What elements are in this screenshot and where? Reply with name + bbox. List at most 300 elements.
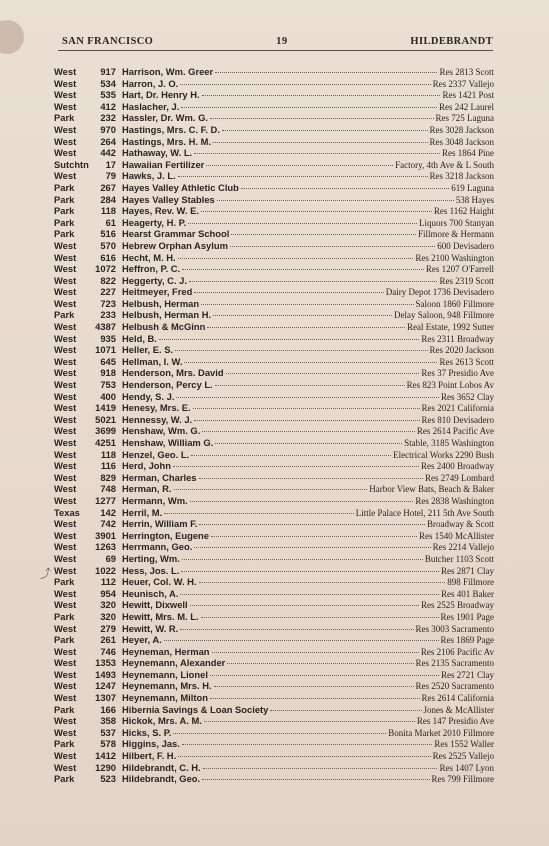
entry-address: Res 725 Laguna	[435, 113, 494, 124]
directory-entry	[54, 715, 494, 727]
exchange: West	[54, 448, 77, 460]
dot-leader	[213, 314, 392, 316]
phone-number: 1290	[95, 761, 116, 773]
directory-entry	[54, 391, 494, 403]
directory-entry	[54, 367, 494, 379]
exchange: West	[54, 147, 77, 159]
dot-leader	[212, 651, 419, 653]
phone-number: 534	[100, 77, 116, 89]
entry-address: Little Palace Hotel, 211 5th Ave South	[355, 507, 494, 518]
phone-number: 1277	[95, 494, 116, 506]
directory-entry	[54, 425, 494, 437]
dot-leader	[199, 581, 446, 583]
entry-name: Higgins, Jas.	[122, 738, 180, 750]
directory-entry	[54, 240, 494, 252]
directory-entry	[54, 112, 494, 124]
dot-leader	[182, 558, 423, 560]
entry-address: Res 2838 Washington	[415, 495, 494, 506]
entry-address: Harbor View Bats, Beach & Baker	[369, 484, 494, 495]
entry-address: Res 2520 Sacramento	[415, 681, 494, 692]
dot-leader	[211, 535, 417, 537]
directory-entry	[54, 286, 494, 298]
entry-address: Factory, 4th Ave & L South	[395, 159, 494, 170]
entry-name: Hastings, Mrs. C. F. D.	[122, 123, 220, 135]
directory-entry	[54, 252, 494, 264]
entry-name: Henzel, Geo. L.	[122, 448, 190, 460]
entry-address: Bonita Market 2010 Fillmore	[388, 727, 494, 738]
phone-number: 3901	[95, 529, 116, 541]
phone-number: 1419	[95, 402, 116, 414]
entry-address: Res 1162 Haight	[433, 206, 494, 217]
phone-number: 233	[100, 309, 116, 321]
entry-name: Hayes Valley Athletic Club	[122, 181, 239, 193]
entry-name: Hildebrandt, C. H.	[122, 761, 201, 773]
entry-name: Henesy, Mrs. E.	[122, 402, 191, 414]
page-header	[62, 36, 493, 47]
directory-entry	[54, 518, 494, 530]
entry-name: Herrington, Eugene	[122, 529, 209, 541]
dot-leader	[217, 199, 454, 201]
phone-number: 116	[100, 460, 116, 472]
directory-entry	[54, 738, 494, 750]
exchange: West	[54, 587, 77, 599]
entry-address: Liquors 700 Stanyan	[419, 217, 494, 228]
entry-name: Henshaw, William G.	[122, 437, 214, 448]
entry-address: Res 1901 Page	[440, 611, 494, 622]
dot-leader	[215, 71, 437, 73]
dot-leader	[214, 685, 414, 687]
exchange: West	[54, 425, 77, 437]
directory-entry	[54, 483, 494, 495]
directory-entry	[54, 692, 494, 704]
entry-address: Res 2100 Washington	[415, 252, 494, 263]
exchange: West	[54, 344, 77, 356]
directory-entry	[54, 704, 494, 716]
directory-entry	[54, 599, 494, 611]
dot-leader	[164, 512, 354, 514]
exchange: Park	[54, 228, 75, 240]
phone-number: 1022	[95, 564, 116, 576]
exchange: West	[54, 413, 77, 425]
exchange: West	[54, 379, 77, 391]
phone-number: 1071	[95, 344, 116, 356]
phone-number: 935	[100, 332, 116, 344]
dot-leader	[173, 732, 386, 734]
dot-leader	[203, 767, 438, 769]
phone-number: 537	[100, 726, 116, 738]
dot-leader	[241, 187, 449, 189]
entry-address: Res 2135 Sacramento	[415, 658, 494, 669]
directory-entry	[54, 541, 494, 553]
dot-leader	[201, 210, 432, 212]
phone-number: 142	[100, 506, 116, 518]
dot-leader	[181, 570, 439, 572]
phone-number: 264	[100, 135, 116, 147]
exchange: West	[54, 541, 77, 553]
dot-leader	[191, 454, 391, 456]
phone-number: 1493	[95, 668, 116, 680]
entry-name: Hess, Jos. L.	[122, 564, 180, 576]
exchange: Park	[54, 193, 75, 205]
dot-leader	[210, 697, 420, 699]
phone-number: 917	[100, 66, 116, 77]
phone-number: 1353	[95, 657, 116, 669]
directory-entry	[54, 437, 494, 449]
header-right: HILDEBRANDT	[410, 36, 493, 47]
entry-address: Butcher 1103 Scott	[424, 553, 494, 564]
directory-entry	[54, 657, 494, 669]
entry-name: Hibernia Savings & Loan Society	[122, 703, 269, 715]
exchange: West	[54, 460, 77, 472]
directory-entry	[54, 333, 494, 345]
entry-address: Res 1540 McAllister	[419, 530, 494, 541]
entry-name: Held, B.	[122, 332, 157, 344]
phone-number: 320	[100, 599, 116, 611]
entry-name: Heitmeyer, Fred	[122, 286, 193, 298]
entry-name: Herman, Charles	[122, 471, 197, 483]
phone-number: 166	[100, 703, 116, 715]
dot-leader	[210, 117, 434, 119]
entry-name: Hicks, S. P.	[122, 726, 172, 738]
dot-leader	[199, 477, 423, 479]
dot-leader	[182, 743, 433, 745]
dot-leader	[188, 222, 417, 224]
exchange: Park	[54, 738, 75, 750]
phone-number: 5021	[95, 413, 116, 425]
entry-name: Heller, E. S.	[122, 344, 174, 356]
phone-number: 118	[100, 448, 116, 460]
entry-name: Herman, R.	[122, 483, 172, 495]
dot-leader	[204, 720, 415, 722]
entry-name: Heffron, P. C.	[122, 263, 181, 275]
header-left: SAN FRANCISCO	[62, 36, 154, 47]
dot-leader	[190, 604, 419, 606]
dot-leader	[164, 639, 439, 641]
entry-name: Helbush, Herman	[122, 297, 200, 309]
entry-name: Heynemann, Milton	[122, 692, 208, 704]
entry-address: Res 3218 Jackson	[429, 171, 494, 182]
dot-leader	[201, 303, 413, 305]
directory-entry	[54, 553, 494, 565]
directory-entry	[54, 170, 494, 182]
dot-leader	[206, 164, 393, 166]
header-rule	[58, 50, 493, 51]
entry-name: Herrin, William F.	[122, 518, 198, 530]
dot-leader	[189, 280, 438, 282]
entry-address: Res 3003 Sacramento	[415, 623, 494, 634]
entry-name: Heynemann, Alexander	[122, 657, 226, 669]
dot-leader	[176, 396, 439, 398]
entry-address: Res 3652 Clay	[441, 391, 494, 402]
directory-entry	[54, 495, 494, 507]
exchange: Park	[54, 181, 75, 193]
entry-address: Res 401 Baker	[441, 588, 494, 599]
entry-address: Res 1869 Page	[440, 635, 494, 646]
entry-address: Stable, 3185 Washington	[404, 438, 494, 448]
entry-name: Heuer, Col. W. H.	[122, 576, 197, 588]
entry-name: Hart, Dr. Henry H.	[122, 89, 200, 101]
entry-address: Dairy Depot 1736 Devisadero	[385, 287, 494, 298]
entry-address: 538 Hayes	[455, 194, 494, 205]
phone-number: 227	[100, 286, 116, 298]
dot-leader	[190, 500, 414, 502]
directory-entry	[54, 634, 494, 646]
dot-leader	[210, 674, 439, 676]
exchange: West	[54, 135, 77, 147]
directory-entry	[54, 460, 494, 472]
directory-entry	[54, 750, 494, 762]
phone-number: 753	[100, 379, 116, 391]
entry-name: Heunisch, A.	[122, 587, 179, 599]
entry-address: 619 Laguna	[451, 182, 494, 193]
entry-name: Hathaway, W. L.	[122, 147, 193, 159]
exchange: West	[54, 715, 77, 727]
entry-address: Res 3028 Jackson	[429, 124, 494, 135]
dot-leader	[182, 268, 424, 270]
directory-entry	[54, 356, 494, 368]
phone-number: 535	[100, 89, 116, 101]
entry-name: Hewitt, Mrs. M. L.	[122, 610, 199, 622]
directory-entry	[54, 727, 494, 739]
entry-address: Res 147 Presidio Ave	[416, 716, 494, 727]
dot-leader	[215, 442, 402, 444]
dot-leader	[201, 616, 439, 618]
entry-address: Res 799 Fillmore	[431, 774, 494, 785]
dot-leader	[181, 106, 437, 108]
entry-address: Res 2020 Jackson	[429, 345, 494, 356]
exchange: Texas	[54, 506, 80, 518]
exchange: West	[54, 494, 77, 506]
dot-leader	[194, 419, 419, 421]
directory-entry	[54, 507, 494, 519]
dot-leader	[180, 83, 430, 85]
entry-address: Res 3048 Jackson	[429, 136, 494, 147]
phone-number: 746	[100, 645, 116, 657]
directory-entry	[54, 611, 494, 623]
entry-address: Electrical Works 2290 Bush	[393, 449, 494, 460]
phone-number: 742	[100, 518, 116, 530]
entry-name: Henderson, Percy L.	[122, 379, 213, 391]
exchange: Park	[54, 216, 75, 228]
phone-number: 829	[100, 471, 116, 483]
exchange: West	[54, 367, 77, 379]
phone-number: 112	[100, 576, 116, 588]
dot-leader	[174, 488, 368, 490]
dot-leader	[184, 361, 437, 363]
directory-entry	[54, 669, 494, 681]
entry-name: Henderson, Mrs. David	[122, 367, 224, 379]
phone-number: 1247	[95, 680, 116, 692]
phone-number: 61	[105, 216, 116, 228]
exchange: West	[54, 321, 77, 333]
exchange: Park	[54, 112, 75, 124]
dot-leader	[213, 141, 427, 143]
directory-entry	[54, 298, 494, 310]
entry-address: Res 823 Point Lobos Av	[406, 380, 494, 391]
exchange: West	[54, 680, 77, 692]
exchange: West	[54, 645, 77, 657]
entry-address: Res 2525 Broadway	[421, 600, 494, 611]
entry-address: Res 2214 Vallejo	[432, 542, 494, 553]
directory-entry	[54, 136, 494, 148]
dot-leader	[173, 465, 419, 467]
dot-leader	[178, 257, 414, 259]
entry-name: Hebrew Orphan Asylum	[122, 239, 228, 251]
dot-leader	[270, 709, 421, 711]
entry-name: Hermann, Wm.	[122, 494, 188, 506]
directory-entry	[54, 147, 494, 159]
phone-number: 1307	[95, 692, 116, 704]
exchange: West	[54, 552, 77, 564]
directory-entry	[54, 344, 494, 356]
dot-leader	[175, 349, 427, 351]
dot-leader	[194, 546, 430, 548]
entry-name: Henshaw, Wm. G.	[122, 425, 201, 437]
entry-name: Harron, J. O.	[122, 77, 179, 89]
directory-list	[54, 66, 494, 785]
entry-name: Heyer, A.	[122, 634, 162, 646]
phone-number: 3699	[95, 425, 116, 437]
entry-name: Hewitt, W. R.	[122, 622, 179, 634]
entry-name: Heyneman, Herman	[122, 645, 210, 657]
exchange: Park	[54, 576, 75, 588]
phone-number: 412	[100, 100, 116, 112]
dot-leader	[180, 628, 413, 630]
entry-address: Res 2311 Broadway	[421, 333, 494, 344]
entry-address: Res 810 Devisadero	[421, 414, 494, 425]
phone-number: 822	[100, 274, 116, 286]
exchange: West	[54, 483, 77, 495]
entry-name: Herting, Wm.	[122, 552, 180, 564]
exchange: West	[54, 170, 77, 182]
directory-entry	[54, 205, 494, 217]
entry-address: Res 2337 Vallejo	[432, 78, 494, 89]
dot-leader	[202, 430, 415, 432]
entry-address: Res 2106 Pacific Av	[420, 646, 494, 657]
directory-entry	[54, 472, 494, 484]
entry-name: Hendy, S. J.	[122, 390, 175, 402]
exchange: West	[54, 332, 77, 344]
exchange: Park	[54, 309, 75, 321]
phone-number: 279	[100, 622, 116, 634]
exchange: West	[54, 529, 77, 541]
dot-leader	[194, 291, 383, 293]
entry-name: Hawks, J. L.	[122, 170, 176, 182]
phone-number: 284	[100, 193, 116, 205]
phone-number: 17	[105, 158, 116, 170]
binding-hole	[0, 20, 24, 54]
entry-address: Res 37 Presidio Ave	[421, 368, 494, 379]
directory-entry	[54, 182, 494, 194]
phone-number: 261	[100, 634, 116, 646]
entry-name: Hecht, M. H.	[122, 251, 176, 263]
pencil-mark-icon: ⤴	[40, 568, 51, 580]
directory-entry	[54, 194, 494, 206]
phone-number: 442	[100, 147, 116, 159]
dot-leader	[193, 407, 420, 409]
entry-address: Res 242 Laurel	[439, 101, 494, 112]
exchange: West	[54, 66, 77, 77]
entry-name: Hellman, I. W.	[122, 355, 183, 367]
entry-name: Helbush & McGinn	[122, 321, 206, 333]
phone-number: 954	[100, 587, 116, 599]
entry-address: Res 2614 California	[421, 693, 494, 704]
directory-entry	[54, 576, 494, 588]
directory-entry	[54, 588, 494, 600]
phone-number: 79	[105, 170, 116, 182]
exchange: West	[54, 123, 77, 135]
phone-number: 918	[100, 367, 116, 379]
entry-address: Res 2613 Scott	[439, 356, 494, 367]
phone-number: 1263	[95, 541, 116, 553]
exchange: West	[54, 390, 77, 402]
directory-entry	[54, 321, 494, 333]
directory-entry	[54, 228, 494, 240]
entry-name: Hawaiian Fertilizer	[122, 158, 205, 170]
entry-name: Hildebrandt, Geo.	[122, 773, 201, 785]
entry-address: Real Estate, 1992 Sutter	[407, 322, 494, 333]
exchange: West	[54, 251, 77, 263]
directory-entry	[54, 275, 494, 287]
phone-number: 970	[100, 123, 116, 135]
entry-address: Res 2525 Vallejo	[432, 751, 494, 762]
exchange: Park	[54, 703, 75, 715]
directory-entry	[54, 414, 494, 426]
exchange: West	[54, 471, 77, 483]
phone-number: 358	[100, 715, 116, 727]
entry-address: 898 Fillmore	[447, 577, 494, 588]
exchange: West	[54, 100, 77, 112]
entry-address: Res 2871 Clay	[441, 565, 494, 576]
phone-number: 69	[105, 552, 116, 564]
entry-name: Heggerty, C. J.	[122, 274, 187, 286]
page-number: 19	[276, 36, 288, 47]
entry-name: Hassler, Dr. Wm. G.	[122, 112, 208, 124]
dot-leader	[231, 233, 416, 235]
dot-leader	[227, 662, 413, 664]
exchange: West	[54, 437, 77, 448]
exchange: West	[54, 239, 77, 251]
exchange: West	[54, 274, 77, 286]
exchange: Park	[54, 634, 75, 646]
entry-name: Harrison, Wm. Greer	[122, 66, 214, 77]
entry-address: Saloon 1860 Fillmore	[415, 298, 494, 309]
entry-name: Haslacher, J.	[122, 100, 180, 112]
dot-leader	[222, 129, 428, 131]
directory-entry	[54, 101, 494, 113]
entry-name: Hearst Grammar School	[122, 228, 230, 240]
directory-entry	[54, 89, 494, 101]
entry-address: Res 2749 Lombard	[425, 472, 494, 483]
entry-address: Res 2614 Pacific Ave	[416, 426, 494, 437]
phone-number: 616	[100, 251, 116, 263]
exchange: West	[54, 761, 77, 773]
exchange: West	[54, 564, 77, 576]
phone-number: 748	[100, 483, 116, 495]
entry-address: Res 2319 Scott	[439, 275, 494, 286]
directory-entry	[54, 773, 494, 785]
directory-entry	[54, 530, 494, 542]
phone-number: 516	[100, 228, 116, 240]
phone-number: 1072	[95, 263, 116, 275]
dot-leader	[215, 384, 405, 386]
dot-leader	[180, 593, 439, 595]
entry-address: Res 1864 Pine	[441, 148, 494, 159]
entry-address: Res 2400 Broadway	[421, 461, 494, 472]
entry-address: Res 1407 Lyon	[439, 762, 494, 773]
entry-name: Helbush, Herman H.	[122, 309, 212, 321]
directory-entry	[54, 124, 494, 136]
